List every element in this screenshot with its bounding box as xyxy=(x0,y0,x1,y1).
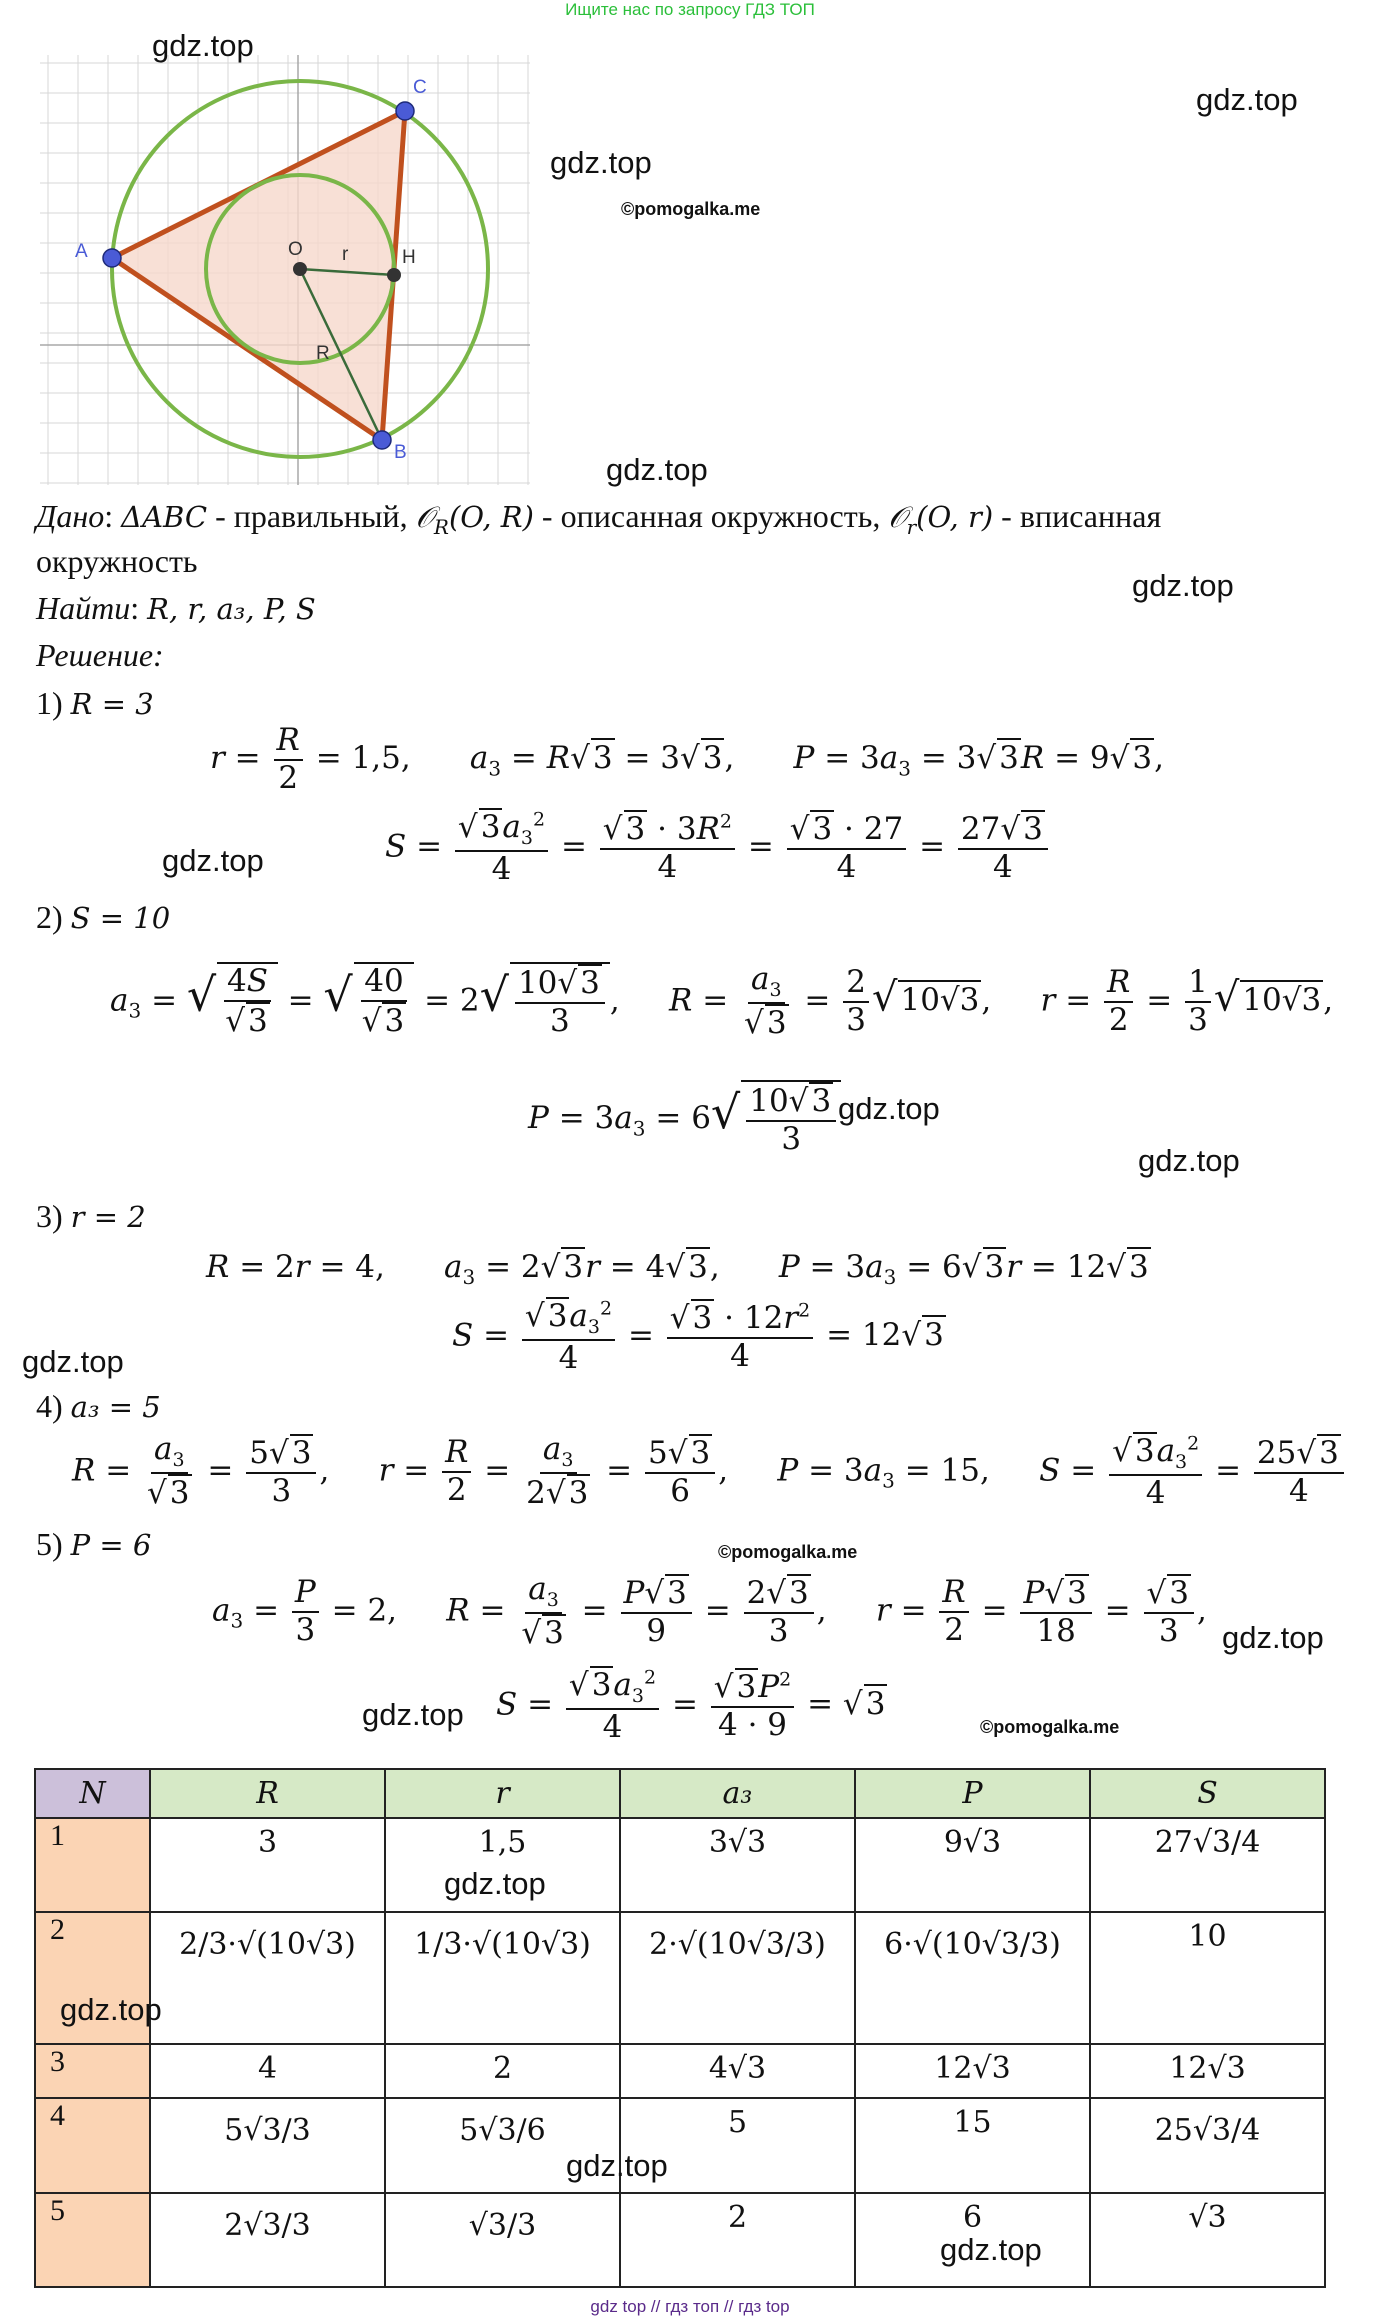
cell: 3√3 xyxy=(620,1818,855,1912)
watermark: gdz.top xyxy=(838,1091,940,1126)
formula-2a: $a_3$ = √ $\frac{4S}{√3}$ = √ $\frac{40}{√3}$ = 2√ $\frac{10√3}{3}$ , R = $\frac{a_3}{√3}$ = $\frac{2}{3}$ √10√3, r = $\frac{R}{2}$ = $\frac{1}{3}$ √10√3, xyxy=(110,961,1334,1042)
formula-5a: $a_3$ = $\frac{P}{3}$ = 2, R = $\frac{a_3}{√3}$ = $\frac{P√3}{9}$ = $\frac{2√3}{3}$ , r = $\frac{R}{2}$ = $\frac{P√3}{18}$ = $\frac{√3}{3}$ , xyxy=(212,1571,1207,1652)
point-h xyxy=(387,268,401,282)
watermark-pomogalka: ©pomogalka.me xyxy=(621,199,761,219)
watermark: gdz.top xyxy=(550,145,652,180)
top-banner: Ищите нас по запросу ГДЗ ТОП xyxy=(565,0,815,19)
header-r: r xyxy=(385,1769,620,1818)
given-line: Дано: ΔABC - правильный, 𝒪$_R$(O, R) - описанная окружность, 𝒪$_r$(O, r) - вписанная xyxy=(36,498,1162,539)
row-number: 2 xyxy=(35,1912,150,2044)
watermark: gdz.top xyxy=(152,28,254,63)
case-3: 3) r = 2 xyxy=(36,1198,146,1234)
row-number: 5 xyxy=(35,2193,150,2287)
header-p: P xyxy=(855,1769,1090,1818)
label-c: C xyxy=(413,77,427,98)
cell: 1,5 xyxy=(385,1818,620,1912)
watermark: gdz.top xyxy=(606,452,708,487)
formula-3b: S = $\frac{√3a_3^2}{4}$ = $\frac{√3 \cdot 12r^2}{4}$ = 12√3 xyxy=(452,1297,944,1377)
watermark: gdz.top xyxy=(1222,1620,1324,1655)
table-row xyxy=(35,2098,1325,2193)
point-o xyxy=(293,262,307,276)
watermark: gdz.top xyxy=(566,2148,668,2183)
table-row xyxy=(35,2044,1325,2098)
row-number: 1 xyxy=(35,1818,150,1912)
find-line: Найти: R, r, a₃, P, S xyxy=(36,590,316,626)
cell: 6·√(10√3/3) xyxy=(855,1912,1090,2044)
cell: 5√3/6 xyxy=(385,2098,620,2193)
watermark-pomogalka: ©pomogalka.me xyxy=(980,1717,1120,1737)
watermark: gdz.top xyxy=(444,1866,546,1901)
solution-label: Решение: xyxy=(36,637,164,673)
case-5: 5) P = 6 xyxy=(36,1526,152,1562)
formula-3a: R = 2r = 4, $a_3 = 2√3r = 4√3$, $P = 3a_3 = 6√3r = 12√3$ xyxy=(206,1249,1149,1290)
label-a: A xyxy=(75,241,88,262)
cell: √3 xyxy=(1090,2193,1325,2287)
watermark: gdz.top xyxy=(362,1697,464,1732)
cell: 2√3/3 xyxy=(150,2193,385,2287)
case-4: 4) a₃ = 5 xyxy=(36,1388,161,1424)
given-line-2: окружность xyxy=(36,543,198,579)
cell: 15 xyxy=(855,2098,1090,2193)
formula-4: R = $\frac{a_3}{√3}$ = $\frac{5√3}{3}$ , r = $\frac{R}{2}$ = $\frac{a_3}{2√3}$ = $\frac{5√3}{6}$ , $P = 3a_3 = 15$, S = $\frac{√3a_3^2}{4}$ = $\frac{25√3}{4}$ xyxy=(72,1432,1347,1512)
case-1: 1) R = 3 xyxy=(36,685,154,721)
header-r-big: R xyxy=(150,1769,385,1818)
table-row xyxy=(35,1818,1325,1912)
cell: 6 xyxy=(855,2193,1090,2287)
cell: 5 xyxy=(620,2098,855,2193)
label-big-r: R xyxy=(316,343,330,364)
row-number: 4 xyxy=(35,2098,150,2193)
label-r: r xyxy=(342,244,349,265)
formula-1a: r = $\frac{R}{2}$ = 1,5, $a_3 = R√3 = 3√3$, $P = 3a_3 = 3√3R = 9√3$, xyxy=(210,722,1164,796)
header-s: S xyxy=(1090,1769,1325,1818)
watermark: gdz.top xyxy=(1196,82,1298,117)
header-a3: a₃ xyxy=(620,1769,855,1818)
watermark: gdz.top xyxy=(1132,568,1234,603)
cell: 27√3/4 xyxy=(1090,1818,1325,1912)
cell: 10 xyxy=(1090,1912,1325,2044)
cell: 2/3·√(10√3) xyxy=(150,1912,385,2044)
cell: 5√3/3 xyxy=(150,2098,385,2193)
label-h: H xyxy=(402,247,416,268)
watermark: gdz.top xyxy=(940,2232,1042,2267)
cell: 2 xyxy=(385,2044,620,2098)
point-a xyxy=(103,249,121,267)
point-c xyxy=(396,102,414,120)
table-row xyxy=(35,2193,1325,2287)
cell: 4 xyxy=(150,2044,385,2098)
cell: 2 xyxy=(620,2193,855,2287)
watermark: gdz.top xyxy=(22,1344,124,1379)
formula-1b: S = $\frac{√3a_3^2}{4}$ = $\frac{√3 \cdot 3R^2}{4}$ = $\frac{√3 \cdot 27}{4}$ = $\frac{27√3}{4}$ xyxy=(385,808,1051,888)
cell: 4√3 xyxy=(620,2044,855,2098)
cell: 2·√(10√3/3) xyxy=(620,1912,855,2044)
watermark-pomogalka: ©pomogalka.me xyxy=(718,1542,858,1562)
cell: 12√3 xyxy=(855,2044,1090,2098)
label-o: O xyxy=(288,239,303,260)
row-number: 3 xyxy=(35,2044,150,2098)
cell: 1/3·√(10√3) xyxy=(385,1912,620,2044)
results-table xyxy=(34,1768,1326,2288)
header-n: N xyxy=(35,1769,150,1818)
point-b xyxy=(373,431,391,449)
label-b: B xyxy=(394,442,407,463)
table-header-row xyxy=(35,1769,1325,1818)
cell: 9√3 xyxy=(855,1818,1090,1912)
formula-5b: S = $\frac{√3a_3^2}{4}$ = $\frac{√3P^2}{4 \cdot 9}$ = √3 xyxy=(496,1666,886,1746)
watermark: gdz.top xyxy=(60,1992,162,2027)
table-row xyxy=(35,1912,1325,2044)
footer-links[interactable]: gdz top // гдз топ // гдз top xyxy=(590,2297,790,2316)
cell: 3 xyxy=(150,1818,385,1912)
formula-2b: $P = 3a_3 = 6√$ $\frac{10√3}{3}$ xyxy=(528,1080,841,1157)
watermark: gdz.top xyxy=(1138,1143,1240,1178)
case-2: 2) S = 10 xyxy=(36,899,171,935)
cell: 12√3 xyxy=(1090,2044,1325,2098)
watermark: gdz.top xyxy=(162,843,264,878)
geometry-diagram xyxy=(40,55,530,485)
cell: √3/3 xyxy=(385,2193,620,2287)
cell: 25√3/4 xyxy=(1090,2098,1325,2193)
